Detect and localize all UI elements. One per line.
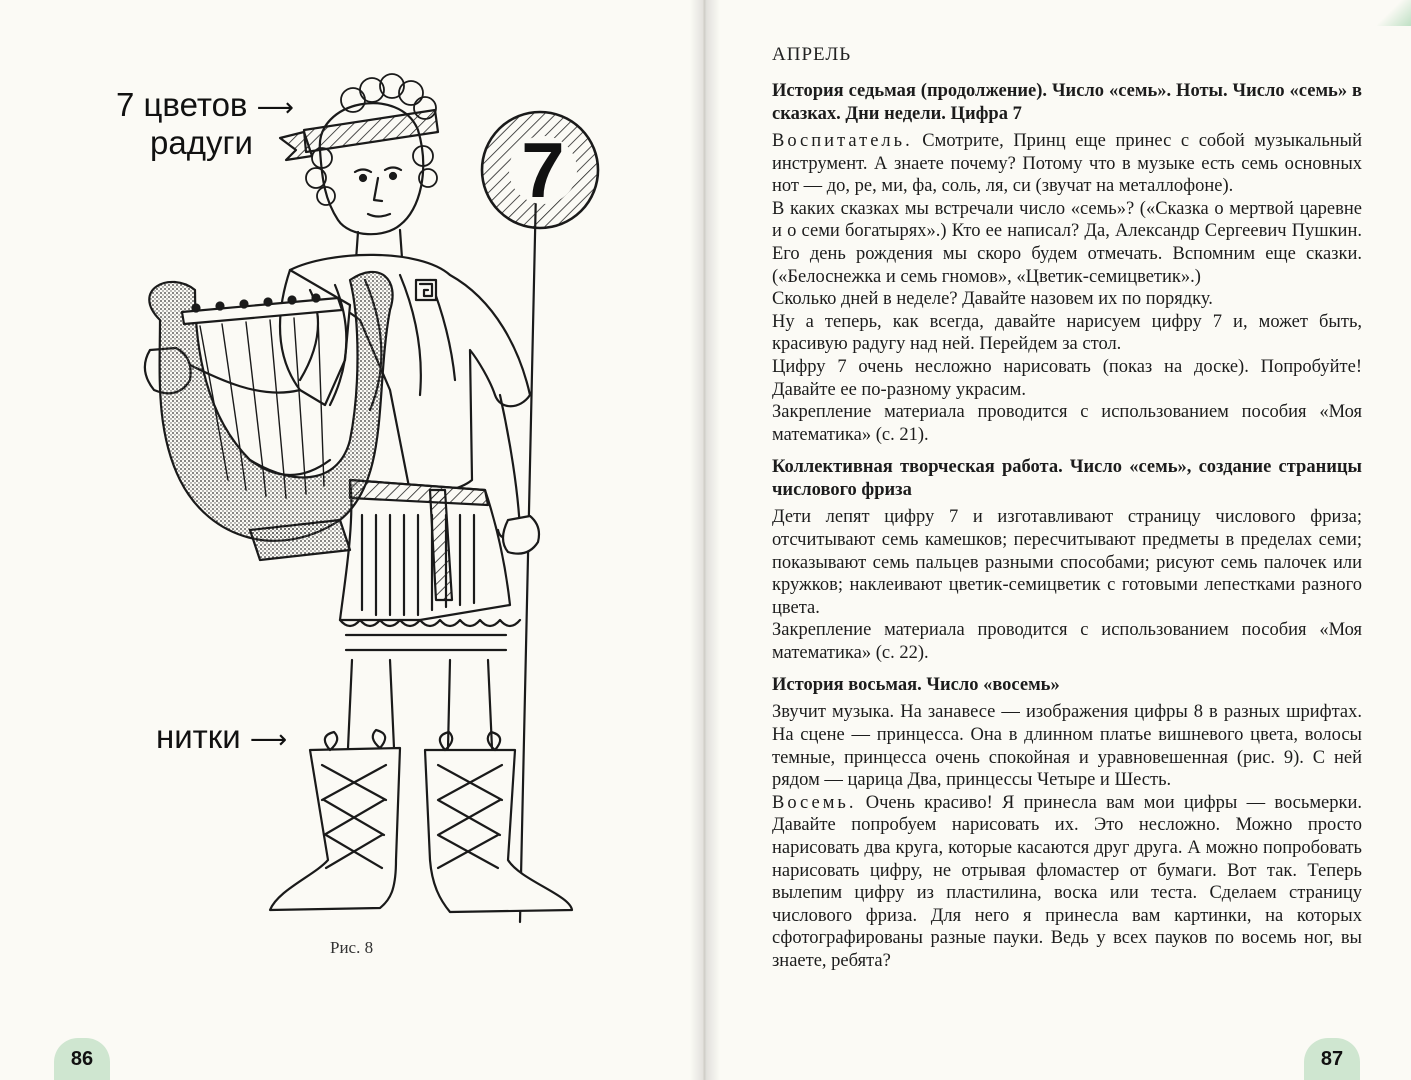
paragraph bbox=[772, 701, 1362, 791]
paragraph-text: Смотрите, Принц еще принес с собой музыкальный инструмент. А знаете почему? Потому что в музыке есть семь основных нот — до, ре, ми, фа, соль, ля, си (звучат на металлофоне). bbox=[772, 131, 1362, 197]
subsection-heading bbox=[772, 674, 1362, 697]
section-gap bbox=[772, 664, 1362, 674]
page-number-tab-left bbox=[54, 1038, 110, 1080]
paragraph-text: Коллективная творческая работа. Число «семь», создание страницы числового фриза bbox=[772, 457, 1362, 501]
subsection-heading bbox=[772, 456, 1362, 502]
paragraph bbox=[772, 792, 1362, 973]
section-header: АПРЕЛЬ bbox=[772, 44, 852, 65]
paragraph-text: История восьмая. Число «восемь» bbox=[772, 675, 1060, 696]
figure-caption: Рис. 8 bbox=[330, 938, 374, 957]
subsection-heading bbox=[772, 80, 1362, 126]
section-gap bbox=[772, 446, 1362, 456]
paragraph bbox=[772, 506, 1362, 619]
callout-threads bbox=[156, 718, 287, 756]
callout-rainbow bbox=[116, 86, 294, 162]
callout-rainbow-line1: 7 цветов bbox=[116, 86, 248, 123]
callout-rainbow-line2: радуги bbox=[150, 123, 253, 161]
paragraph-text: Закрепление материала проводится с использованием пособия «Моя математика» (с. 21). bbox=[772, 402, 1362, 445]
paragraph-text: Цифру 7 очень несложно нарисовать (показ на доске). Попробуйте! Давайте ее по-разному украсим. bbox=[772, 356, 1362, 400]
callout-threads-label: нитки bbox=[156, 718, 241, 755]
paragraph-text: Сколько дней в неделе? Давайте назовем их по порядку. bbox=[772, 289, 1213, 310]
speaker-name: Восемь. bbox=[772, 792, 857, 813]
paragraph bbox=[772, 356, 1362, 401]
corner-accent bbox=[1377, 0, 1411, 26]
right-arrow-icon: ⟶ bbox=[249, 725, 288, 755]
speaker-name: Воспитатель. bbox=[772, 131, 913, 151]
paragraph bbox=[772, 401, 1362, 446]
paragraph bbox=[772, 619, 1362, 664]
right-arrow-icon: ⟶ bbox=[256, 93, 294, 123]
text-blocks bbox=[772, 80, 1362, 973]
figure-illustration bbox=[100, 60, 660, 940]
right-page-text bbox=[772, 44, 1362, 973]
paragraph-text: Очень красиво! Я принесла вам мои цифры — восьмерки. Давайте попробуем нарисовать их. Это несложно. Можно просто нарисовать два круга, которые касаются друг друга. А можно попробовать нарисовать цифру, не отрывая фломастер от бумаги. Вот так. Теперь вылепим цифру из пластилина, воска или теста. Сделаем страницу числового фриза. Для него я принесла вам картинки, на которых сфотографированы разные пауки. Ведь у всех пауков по восемь ног, вы знаете, ребята? bbox=[772, 792, 1362, 971]
paragraph-text: Звучит музыка. На занавесе — изображения цифры 8 в разных шрифтах. На сцене — принцесса. Она в длинном платье вишневого цвета, волосы темные, принцесса очень спокойная и уравновешенная (рис. 9). С ней рядом — царица Два, принцессы Четыре и Шесть. bbox=[772, 702, 1362, 791]
paragraph-text: Ну а теперь, как всегда, давайте нарисуем цифру 7 и, может быть, красивую радугу над ней. Перейдем за стол. bbox=[772, 311, 1362, 355]
paragraph bbox=[772, 311, 1362, 356]
paragraph bbox=[772, 198, 1362, 288]
paragraph-text: Дети лепят цифру 7 и изготавливают страницу числового фриза; отсчитывают семь камешков; пересчитывают предметы в пределах семи; показывают семь пальцев разными способами; рисуют семь палочек или кружков; наклеивают цветик-семицветик с готовыми лепестками разного цвета. bbox=[772, 507, 1362, 618]
paragraph-text: Закрепление материала проводится с использованием пособия «Моя математика» (с. 22). bbox=[772, 620, 1362, 663]
paragraph-text: История седьмая (продолжение). Число «семь». Ноты. Число «семь» в сказках. Дни недели. Цифра 7 bbox=[772, 81, 1362, 124]
sign-number: 7 bbox=[521, 126, 565, 214]
book-gutter bbox=[690, 0, 720, 1080]
paragraph bbox=[772, 288, 1362, 311]
page-number-tab-right bbox=[1304, 1038, 1360, 1080]
paragraph bbox=[772, 130, 1362, 198]
page-number-right: 87 bbox=[1320, 1048, 1344, 1070]
page-number-left: 86 bbox=[70, 1048, 94, 1070]
paragraph-text: В каких сказках мы встречали число «семь»? («Сказка о мертвой царевне и о семи богатырях».) Кто ее написал? Да, Александр Сергеевич Пушкин. Его день рождения мы скоро будем отмечать. Вспомним еще сказки. («Белоснежка и семь гномов», «Цветик-семицветик».) bbox=[772, 198, 1362, 287]
